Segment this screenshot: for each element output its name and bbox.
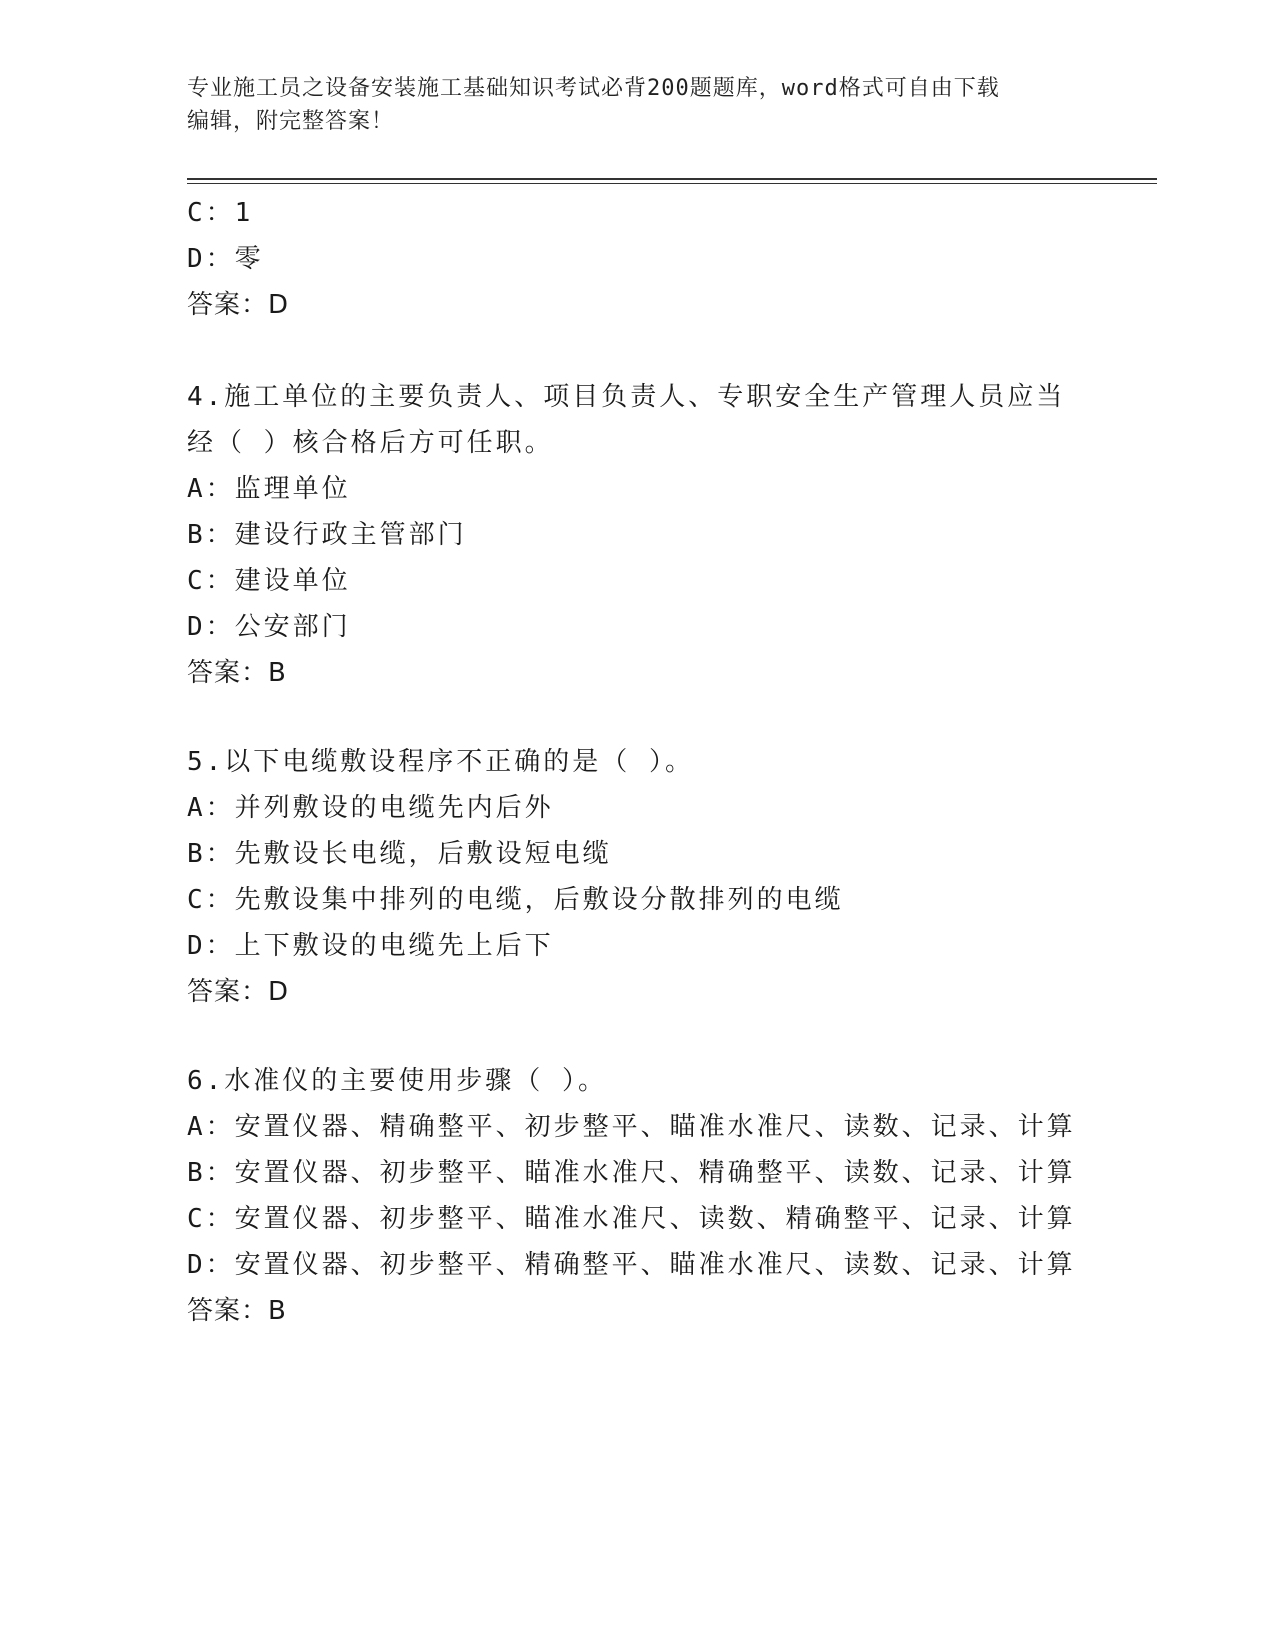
q4-stem-line-1: 4.施工单位的主要负责人、项目负责人、专职安全生产管理人员应当 [187, 382, 1066, 412]
q3-option-d: D：零 [187, 244, 264, 274]
q4-option-b: B：建设行政主管部门 [187, 520, 467, 550]
q4-answer: 答案：B [187, 658, 287, 688]
q3-option-c: C：1 [187, 198, 254, 228]
q6-option-a: A：安置仪器、精确整平、初步整平、瞄准水准尺、读数、记录、计算 [187, 1112, 1076, 1142]
q5-option-a: A：并列敷设的电缆先内后外 [187, 793, 554, 823]
question-3-tail [187, 190, 1087, 328]
question-4 [187, 374, 1087, 696]
question-list [187, 190, 1087, 1334]
q5-option-d: D：上下敷设的电缆先上后下 [187, 931, 554, 961]
header-title-line-2: 编辑，附完整答案！ [187, 109, 395, 134]
document-header [187, 72, 1077, 138]
q6-stem: 6.水准仪的主要使用步骤（ ）。 [187, 1066, 607, 1096]
q6-option-c: C：安置仪器、初步整平、瞄准水准尺、读数、精确整平、记录、计算 [187, 1204, 1076, 1234]
q3-answer: 答案：D [187, 290, 290, 320]
spacer [187, 696, 1087, 739]
question-5 [187, 739, 1087, 1015]
q6-answer: 答案：B [187, 1296, 287, 1326]
header-title-line-1: 专业施工员之设备安装施工基础知识考试必背200题题库，word格式可自由下载 [187, 76, 1000, 101]
spacer [187, 1015, 1087, 1058]
q5-stem: 5.以下电缆敷设程序不正确的是（ ）。 [187, 747, 694, 777]
question-6 [187, 1058, 1087, 1334]
header-divider-thin [187, 183, 1157, 184]
header-divider-thick [187, 178, 1157, 180]
q6-option-d: D：安置仪器、初步整平、精确整平、瞄准水准尺、读数、记录、计算 [187, 1250, 1076, 1280]
spacer [187, 328, 1087, 374]
q6-option-b: B：安置仪器、初步整平、瞄准水准尺、精确整平、读数、记录、计算 [187, 1158, 1076, 1188]
q5-option-c: C：先敷设集中排列的电缆，后敷设分散排列的电缆 [187, 885, 844, 915]
q4-option-d: D：公安部门 [187, 612, 351, 642]
q4-option-a: A：监理单位 [187, 474, 351, 504]
q5-option-b: B：先敷设长电缆，后敷设短电缆 [187, 839, 612, 869]
q4-option-c: C：建设单位 [187, 566, 351, 596]
q5-answer: 答案：D [187, 977, 290, 1007]
q4-stem-line-2: 经（ ）核合格后方可任职。 [187, 428, 554, 458]
